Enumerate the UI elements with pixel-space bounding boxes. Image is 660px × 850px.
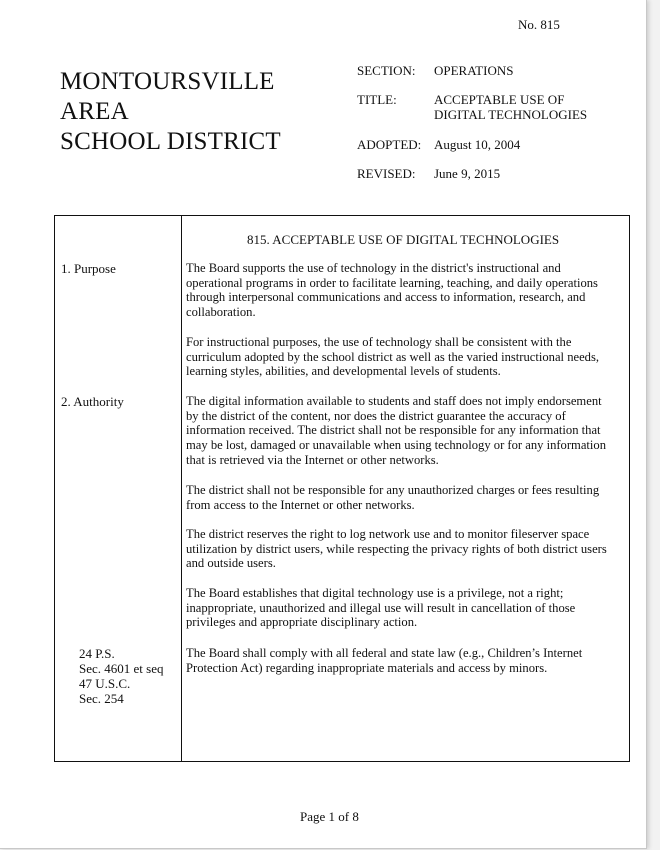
purpose-label: 1. Purpose bbox=[61, 261, 116, 276]
title-label: TITLE: bbox=[357, 92, 397, 107]
authority-paragraph-2 bbox=[186, 483, 626, 512]
text-line: The Board shall comply with all federal and state law (e.g., Children’s Internet bbox=[186, 646, 583, 660]
title-line: DIGITAL TECHNOLOGIES bbox=[434, 107, 588, 122]
purpose-paragraph-1 bbox=[186, 261, 626, 320]
text-line: and outside users. bbox=[186, 556, 276, 571]
purpose-paragraph-2 bbox=[186, 335, 626, 379]
authority-paragraph-1 bbox=[186, 394, 626, 468]
text-line: The district shall not be responsible for any unauthorized charges or fees resulting bbox=[186, 483, 600, 497]
authority-paragraph-3 bbox=[186, 527, 626, 571]
text-line: learning styles, abilities, and developmental levels of students. bbox=[186, 364, 501, 379]
text-line: through interpersonal communications and access to information, research, and bbox=[186, 290, 586, 305]
text-line: privileges and appropriate disciplinary action. bbox=[186, 615, 418, 630]
text-line: The district reserves the right to log network use and to monitor fileserver space bbox=[186, 527, 590, 541]
adopted-label: ADOPTED: bbox=[357, 137, 422, 152]
text-line: Protection Act) regarding inappropriate materials and access by minors. bbox=[186, 660, 548, 675]
revised-label: REVISED: bbox=[357, 166, 416, 181]
text-line: For instructional purposes, the use of technology shall be consistent with the bbox=[186, 335, 572, 349]
authority-paragraph-4 bbox=[186, 586, 626, 630]
text-line: collaboration. bbox=[186, 305, 256, 320]
title-line: ACCEPTABLE USE OF bbox=[434, 92, 565, 107]
text-line: may be lost, damaged or unavailable when using technology or for any information bbox=[186, 438, 607, 453]
text-line: The Board establishes that digital technology use is a privilege, not a right; bbox=[186, 586, 564, 600]
authority-label: 2. Authority bbox=[61, 394, 124, 409]
section-label: SECTION: bbox=[357, 63, 416, 78]
citation-line: Sec. 4601 et seq bbox=[79, 661, 164, 676]
citation-line: Sec. 254 bbox=[79, 691, 124, 706]
text-line: by the district of the content, nor does the district guarantee the accuracy of bbox=[186, 408, 566, 423]
district-name-line: AREA bbox=[60, 98, 129, 125]
citation-line: 24 P.S. bbox=[79, 646, 115, 661]
text-line: inappropriate, unauthorized and illegal use will result in cancellation of those bbox=[186, 600, 576, 615]
text-line: operational programs in order to facilitate learning, teaching, and daily operations bbox=[186, 275, 598, 290]
district-name bbox=[60, 67, 281, 157]
citation-line: 47 U.S.C. bbox=[79, 676, 131, 691]
policy-heading: 815. ACCEPTABLE USE OF DIGITAL TECHNOLOGIES bbox=[247, 232, 560, 247]
district-name-line: SCHOOL DISTRICT bbox=[60, 128, 281, 155]
page-number: Page 1 of 8 bbox=[300, 809, 359, 824]
district-name-line: MONTOURSVILLE bbox=[60, 68, 275, 95]
text-line: curriculum adopted by the school district as well as the varied instructional needs, bbox=[186, 349, 600, 364]
text-line: The digital information available to students and staff does not imply endorsement bbox=[186, 394, 602, 408]
text-line: that is retrieved via the Internet or other networks. bbox=[186, 452, 439, 467]
text-line: information received. The district shall not be responsible for any information that bbox=[186, 423, 601, 438]
revised-value: June 9, 2015 bbox=[434, 166, 501, 181]
text-line: utilization by district users, while respecting the privacy rights of both district users bbox=[186, 541, 607, 556]
policy-table bbox=[54, 215, 630, 762]
adopted-value: August 10, 2004 bbox=[434, 137, 521, 152]
text-line: from access to the Internet or other networks. bbox=[186, 497, 415, 512]
text-line: The Board supports the use of technology in the district's instructional and bbox=[186, 261, 561, 275]
column-divider bbox=[181, 216, 182, 761]
section-value: OPERATIONS bbox=[434, 63, 514, 78]
policy-number: No. 815 bbox=[518, 17, 560, 32]
authority-paragraph-5 bbox=[186, 646, 626, 675]
title-value bbox=[434, 92, 587, 122]
legal-citation bbox=[79, 646, 163, 706]
